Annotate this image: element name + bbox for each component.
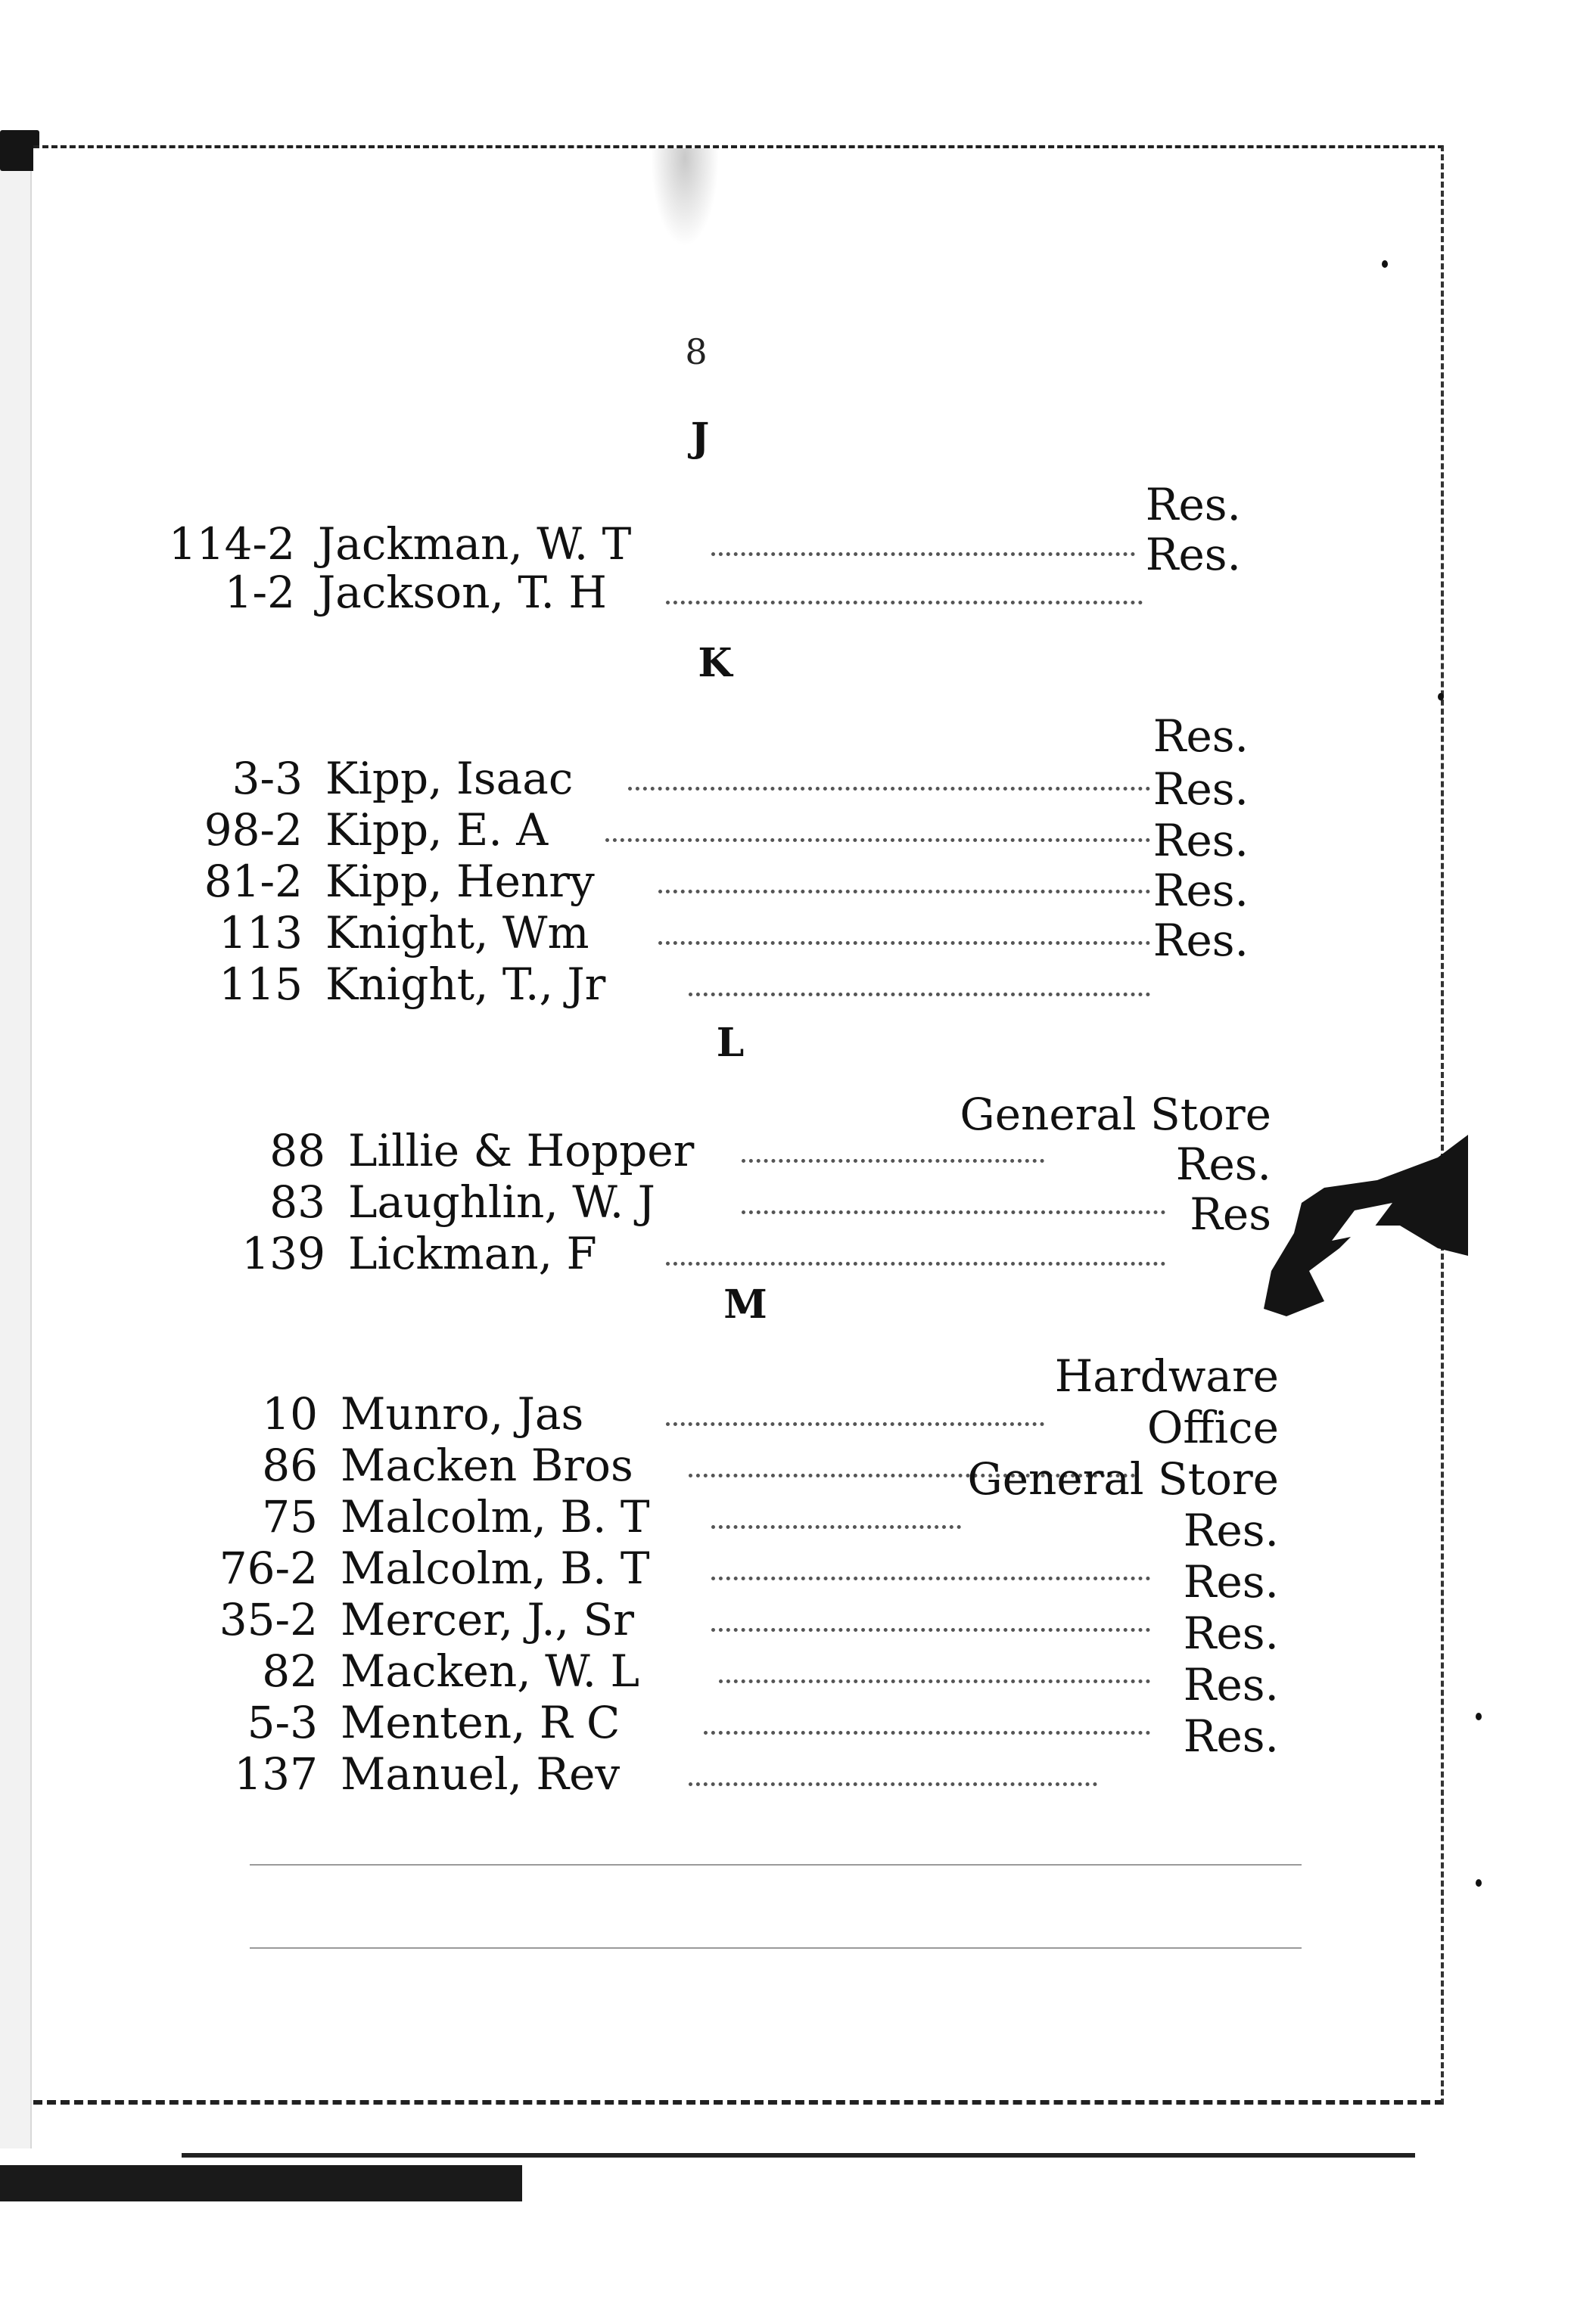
listing-type: Res xyxy=(1190,1188,1271,1240)
page-number: 8 xyxy=(685,331,708,372)
phone-number: 83 xyxy=(269,1176,325,1228)
dot-leader xyxy=(628,787,1150,791)
listing-type: Res. xyxy=(1153,763,1249,815)
dot-leader xyxy=(666,601,1143,604)
section-heading-m: M xyxy=(723,1282,767,1328)
blank-entry-line xyxy=(250,1864,1302,1866)
page-bottom-edge xyxy=(182,2153,1415,2158)
listing-type: Res. xyxy=(1183,1659,1279,1710)
subscriber-name: Menten, R C xyxy=(341,1697,621,1748)
listing-type: General Store xyxy=(960,1089,1271,1140)
phone-number: 76-2 xyxy=(219,1543,318,1594)
cover-edge-bar xyxy=(0,2165,522,2201)
listing-type: Res. xyxy=(1175,1139,1271,1190)
listing-type: Hardware xyxy=(1054,1350,1279,1402)
phone-number: 75 xyxy=(262,1491,318,1543)
dot-leader xyxy=(711,552,1135,556)
phone-number: 139 xyxy=(241,1228,325,1279)
phone-number: 86 xyxy=(262,1440,318,1491)
subscriber-name: Manuel, Rev xyxy=(341,1748,621,1800)
phone-number: 1-2 xyxy=(224,567,295,618)
dot-leader xyxy=(742,1210,1165,1214)
dot-leader xyxy=(711,1577,1150,1580)
page-fold-shadow xyxy=(651,148,719,247)
listing-type: Res. xyxy=(1145,479,1241,530)
phone-number: 3-3 xyxy=(232,753,303,804)
listing-type: Res. xyxy=(1145,529,1241,580)
phone-number: 114-2 xyxy=(168,518,295,570)
phone-number: 115 xyxy=(219,958,303,1010)
phone-number: 137 xyxy=(234,1748,318,1800)
subscriber-name: Kipp, Isaac xyxy=(325,753,574,804)
subscriber-name: Munro, Jas xyxy=(341,1388,584,1440)
dot-leader xyxy=(658,890,1150,893)
subscriber-name: Kipp, Henry xyxy=(325,856,595,907)
listing-type: General Store xyxy=(967,1453,1279,1505)
directory-entry xyxy=(189,1350,1279,1440)
dot-leader xyxy=(719,1679,1150,1683)
section-heading-j: J xyxy=(690,415,710,461)
phone-number: 10 xyxy=(262,1388,318,1440)
listing-type: Res. xyxy=(1183,1710,1279,1762)
ink-speck xyxy=(1476,1879,1482,1887)
subscriber-name: Knight, Wm xyxy=(325,907,589,958)
listing-type: Res. xyxy=(1153,865,1249,916)
listing-type: Res. xyxy=(1153,915,1249,966)
dot-leader xyxy=(742,1159,1044,1163)
subscriber-name: Malcolm, B. T xyxy=(341,1491,650,1543)
listing-type: Res. xyxy=(1153,710,1249,762)
subscriber-name: Macken, W. L xyxy=(341,1645,640,1697)
directory-entry xyxy=(166,479,1241,570)
subscriber-name: Malcolm, B. T xyxy=(341,1543,650,1594)
phone-number: 98-2 xyxy=(204,804,303,856)
phone-number: 5-3 xyxy=(247,1697,318,1748)
section-heading-k: K xyxy=(698,640,733,686)
subscriber-name: Kipp, E. A xyxy=(325,804,549,856)
dot-leader xyxy=(658,941,1150,945)
listing-type: Office xyxy=(1146,1402,1279,1453)
dot-leader xyxy=(711,1525,961,1529)
dot-leader xyxy=(666,1262,1165,1266)
subscriber-name: Lickman, F xyxy=(348,1228,597,1279)
subscriber-name: Jackman, W. T xyxy=(318,518,632,570)
book-spine xyxy=(0,136,32,2148)
directory-entry xyxy=(197,1089,1271,1177)
subscriber-name: Lillie & Hopper xyxy=(348,1125,695,1176)
phone-number: 88 xyxy=(269,1125,325,1176)
dot-leader xyxy=(689,993,1150,996)
dot-leader xyxy=(711,1628,1150,1632)
dot-leader xyxy=(689,1782,1097,1786)
subscriber-name: Laughlin, W. J xyxy=(348,1176,655,1228)
blank-entry-line xyxy=(250,1947,1302,1949)
subscriber-name: Mercer, J., Sr xyxy=(341,1594,634,1645)
ink-speck xyxy=(1476,1713,1482,1720)
section-heading-l: L xyxy=(716,1020,745,1066)
dot-leader xyxy=(704,1731,1150,1735)
subscriber-name: Macken Bros xyxy=(341,1440,633,1491)
ink-speck xyxy=(1438,693,1444,701)
subscriber-name: Jackson, T. H xyxy=(318,567,607,618)
dot-leader xyxy=(666,1422,1044,1426)
dot-leader xyxy=(605,838,1150,842)
listing-type: Res. xyxy=(1183,1608,1279,1659)
listing-type: Res. xyxy=(1183,1556,1279,1608)
phone-number: 35-2 xyxy=(219,1594,318,1645)
directory-entry xyxy=(174,710,1249,805)
listing-type: Res. xyxy=(1153,815,1249,866)
ink-speck xyxy=(1382,260,1388,268)
subscriber-name: Knight, T., Jr xyxy=(325,958,606,1010)
listing-type: Res. xyxy=(1183,1505,1279,1556)
phone-number: 81-2 xyxy=(204,856,303,907)
phone-number: 82 xyxy=(262,1645,318,1697)
phone-number: 113 xyxy=(219,907,303,958)
